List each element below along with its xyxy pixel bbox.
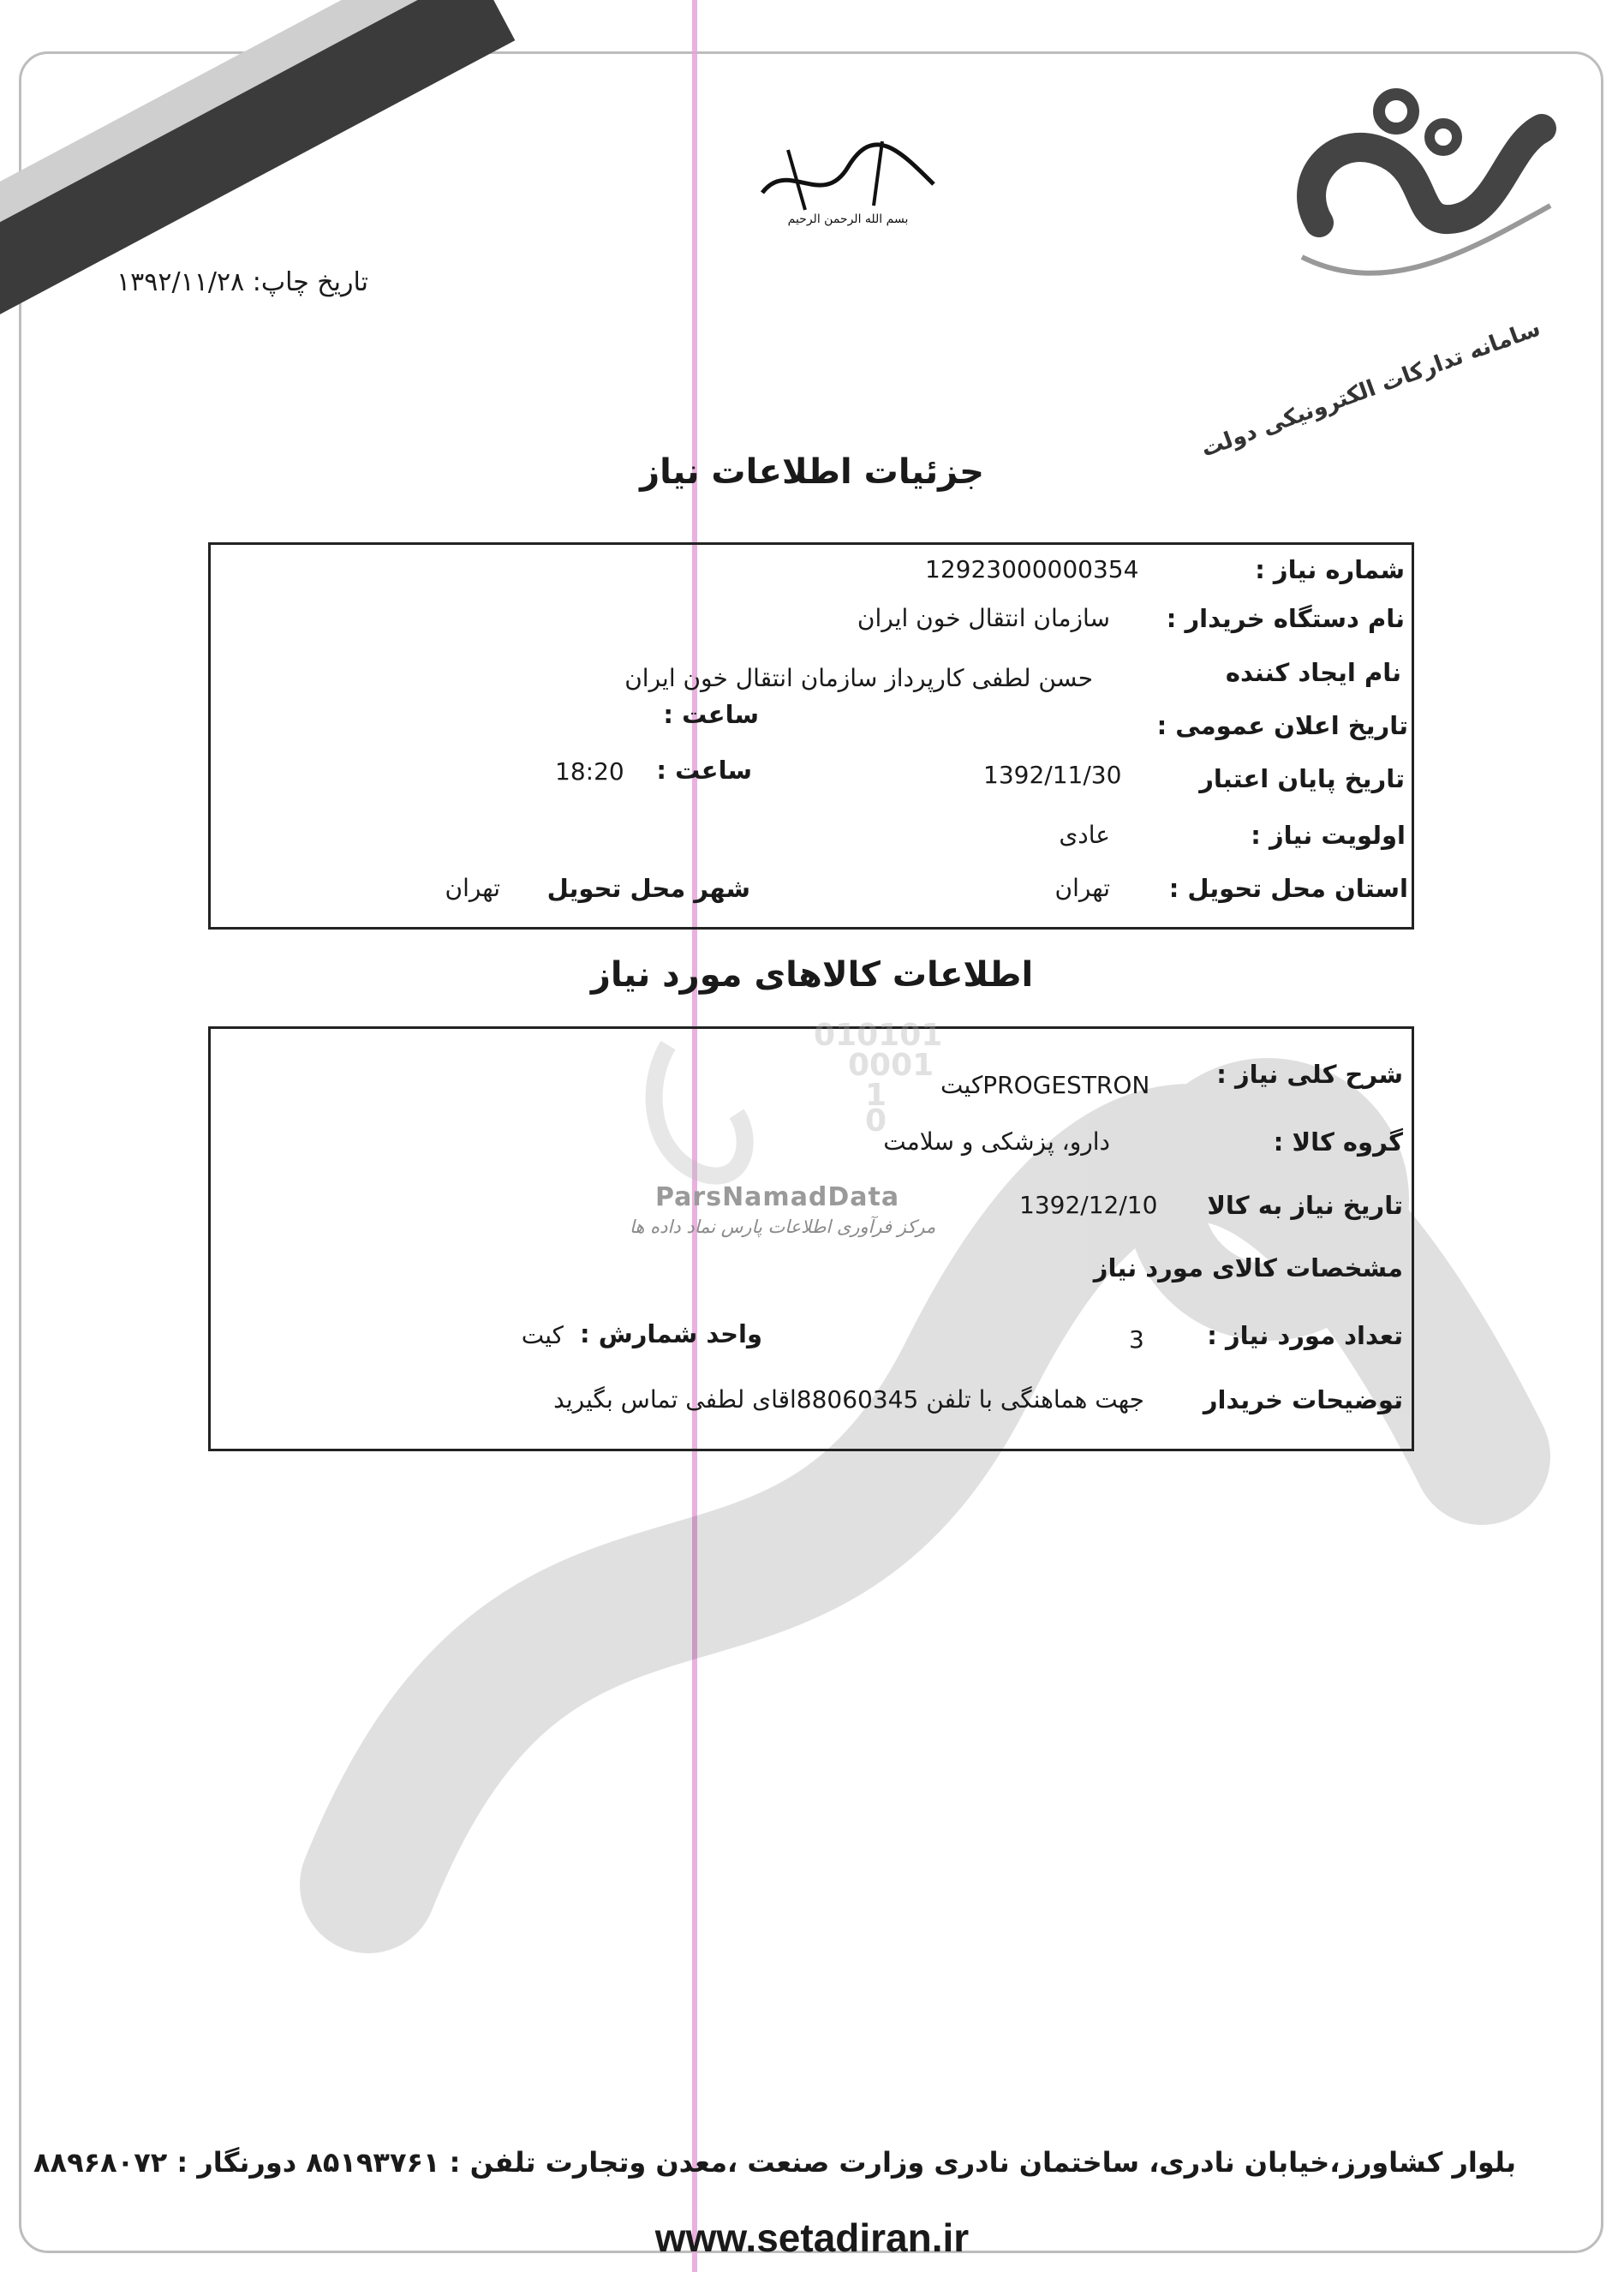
unit-value: کیت — [521, 1321, 564, 1349]
need-date-label: تاریخ نیاز به کالا — [1207, 1191, 1403, 1220]
need-date-value: 1392/12/10 — [1019, 1191, 1158, 1219]
need-number-value: 12923000000354 — [925, 555, 1139, 583]
unit-label: واحد شمارش : — [580, 1319, 762, 1348]
general-desc-label: شرح کلی نیاز : — [1216, 1060, 1403, 1089]
buyer-notes-label: توضیحات خریدار — [1203, 1385, 1403, 1414]
watermark-digits-3: 1 — [865, 1078, 887, 1113]
city-value: تهران — [445, 874, 500, 902]
city-label: شهر محل تحویل — [546, 874, 750, 903]
logo-text: سامانه تدارکات الکترونیکی دولت — [1197, 315, 1544, 463]
setad-logo — [1197, 77, 1567, 463]
watermark-digits-2: 0001 — [848, 1048, 934, 1083]
goods-info-title: اطلاعات کالاهای مورد نیاز — [590, 955, 1034, 995]
priority-label: اولویت نیاز : — [1251, 821, 1406, 850]
bismillah-calligraphy — [754, 124, 942, 227]
validity-time-label: ساعت : — [656, 756, 752, 785]
watermark-digits-4: 0 — [865, 1103, 887, 1139]
svg-text:بسم الله الرحمن الرحیم: بسم الله الرحمن الرحیم — [787, 212, 909, 226]
validity-time-value: 18:20 — [555, 757, 624, 786]
specs-label: مشخصات کالای مورد نیاز — [1093, 1253, 1403, 1282]
quantity-label: تعداد مورد نیاز : — [1207, 1321, 1403, 1350]
watermark-digits-1: 010101 — [814, 1018, 943, 1053]
creator-value: حسن لطفی کارپرداز سازمان انتقال خون ایران — [624, 664, 1093, 692]
province-label: استان محل تحویل : — [1168, 874, 1408, 903]
announce-time-label: ساعت : — [663, 700, 759, 729]
priority-value: عادی — [1059, 821, 1110, 849]
website-url[interactable]: www.setadiran.ir — [654, 2215, 970, 2260]
watermark-brand: ParsNamadData — [655, 1182, 900, 1212]
general-desc-value: کیتPROGESTRON — [940, 1071, 1150, 1099]
creator-label: نام ایجاد کننده — [1225, 658, 1401, 687]
print-date-label: تاریخ چاپ: — [252, 267, 368, 297]
footer-address: بلوار کشاورز،خیابان نادری، ساختمان نادری وزارت صنعت ،معدن وتجارت تلفن : ۸۵۱۹۳۷۶۱ دورنگار : ۸۸۹۶۸۰۷۲ — [33, 2146, 1516, 2179]
need-number-label: شماره نیاز : — [1255, 555, 1405, 584]
print-date-value: ۱۳۹۲/۱۱/۲۸ — [116, 267, 245, 297]
buyer-notes-value: جهت هماهنگی با تلفن 88060345اقای لطفی تماس بگیرید — [553, 1385, 1144, 1414]
announce-date-label: تاریخ اعلان عمومی : — [1156, 711, 1408, 740]
validity-end-label: تاریخ پایان اعتبار — [1199, 764, 1405, 793]
print-date — [116, 267, 368, 297]
need-details-title: جزئیات اطلاعات نیاز — [640, 452, 984, 492]
corner-emblem-band — [26, 45, 385, 224]
validity-end-value: 1392/11/30 — [983, 761, 1122, 789]
quantity-value: 3 — [1129, 1325, 1144, 1354]
province-value: تهران — [1054, 874, 1110, 902]
watermark-subtitle: مرکز فرآوری اطلاعات پارس نماد داده ها — [630, 1217, 936, 1237]
goods-group-value: دارو، پزشکی و سلامت — [883, 1127, 1110, 1156]
buyer-org-label: نام دستگاه خریدار : — [1166, 604, 1405, 633]
goods-group-label: گروه کالا : — [1273, 1127, 1403, 1157]
buyer-org-value: سازمان انتقال خون ایران — [857, 604, 1110, 632]
